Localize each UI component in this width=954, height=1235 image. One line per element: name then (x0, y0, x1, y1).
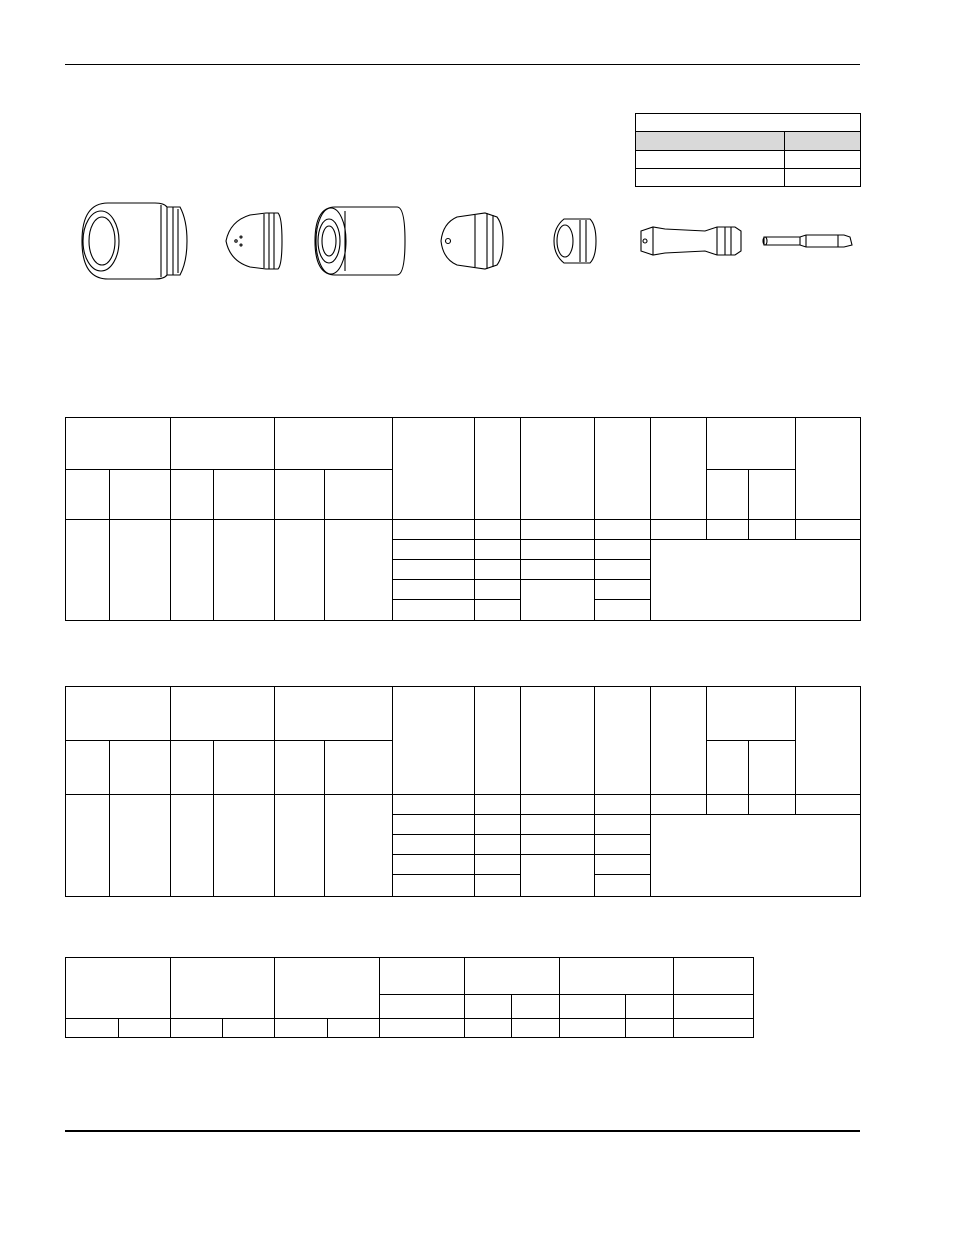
table-cell (275, 1019, 328, 1038)
table-cell (214, 795, 275, 897)
table-cell (110, 795, 171, 897)
parts-box-header-right (785, 132, 861, 151)
table-cell (475, 600, 521, 621)
table-cell (393, 815, 475, 835)
cut-chart-table-c (65, 957, 754, 1038)
table-cell (595, 600, 651, 621)
table-cell (66, 795, 110, 897)
water-tube-icon (763, 235, 852, 247)
table-cell (275, 795, 325, 897)
header-cell (674, 958, 754, 995)
subheader-cell (214, 470, 275, 520)
table-cell (521, 835, 595, 855)
table-cell (595, 580, 651, 600)
table-cell (393, 580, 475, 600)
footer-rule (65, 1130, 860, 1132)
table-cell (119, 1019, 171, 1038)
cut-chart-table-a (65, 417, 861, 621)
table-cell (674, 1019, 754, 1038)
header-cell (380, 958, 465, 995)
table-cell (595, 835, 651, 855)
subheader-cell (66, 741, 110, 795)
table-cell (595, 540, 651, 560)
table-cell (393, 520, 475, 540)
table-cell (521, 855, 595, 897)
table-cell (475, 855, 521, 875)
subheader-cell (171, 470, 214, 520)
header-cell (275, 687, 393, 741)
subheader-cell (707, 470, 749, 520)
header-cell (275, 418, 393, 470)
parts-box-cell (636, 151, 785, 169)
table-cell (275, 520, 325, 621)
table-cell (595, 795, 651, 815)
header-cell (275, 958, 380, 1019)
header-cell (595, 418, 651, 520)
parts-box-title (636, 114, 861, 132)
subheader-cell (110, 741, 171, 795)
table-cell (475, 815, 521, 835)
nozzle-cap-icon (441, 213, 503, 269)
header-cell (465, 958, 560, 995)
table-cell (512, 1019, 560, 1038)
header-cell (796, 687, 861, 795)
table-cell (465, 1019, 512, 1038)
table-cell (66, 1019, 119, 1038)
header-cell (560, 958, 674, 995)
parts-box-cell (785, 151, 861, 169)
subheader-cell (171, 741, 214, 795)
subheader-cell (380, 995, 465, 1019)
header-cell (393, 687, 475, 795)
table-cell (393, 540, 475, 560)
table-cell (393, 600, 475, 621)
table-cell (475, 580, 521, 600)
table-cell (325, 520, 393, 621)
table-cell (475, 520, 521, 540)
table-cell (475, 835, 521, 855)
table-cell (651, 815, 861, 897)
table-cell (393, 875, 475, 897)
table-cell (475, 795, 521, 815)
header-cell (796, 418, 861, 520)
subheader-cell (275, 741, 325, 795)
table-cell (749, 795, 796, 815)
table-cell (328, 1019, 380, 1038)
table-cell (521, 580, 595, 621)
header-cell (521, 418, 595, 520)
subheader-cell (110, 470, 171, 520)
table-cell (595, 560, 651, 580)
header-cell (171, 687, 275, 741)
subheader-cell (66, 470, 110, 520)
electrode-icon (641, 227, 741, 255)
table-cell (171, 795, 214, 897)
table-cell (171, 1019, 223, 1038)
table-cell (560, 1019, 626, 1038)
cut-chart-table-b (65, 686, 861, 897)
retaining-cap-icon (315, 207, 405, 275)
table-cell (380, 1019, 465, 1038)
table-cell (393, 560, 475, 580)
table-cell (66, 520, 110, 621)
table-cell (796, 520, 861, 540)
header-cell (651, 687, 707, 795)
header-cell (66, 958, 171, 1019)
table-cell (595, 520, 651, 540)
header-cell (707, 418, 796, 470)
table-cell (796, 795, 861, 815)
table-cell (171, 520, 214, 621)
table-cell (325, 795, 393, 897)
table-cell (521, 560, 595, 580)
table-cell (393, 795, 475, 815)
parts-box-header-left (636, 132, 785, 151)
table-cell (707, 520, 749, 540)
header-cell (651, 418, 707, 520)
parts-box-cell (636, 169, 785, 187)
subheader-cell (707, 741, 749, 795)
subheader-cell (275, 470, 325, 520)
shield-icon (82, 203, 187, 279)
header-cell (521, 687, 595, 795)
table-cell (651, 540, 861, 621)
table-cell (475, 560, 521, 580)
subheader-cell (512, 995, 560, 1019)
subheader-cell (749, 470, 796, 520)
subheader-cell (214, 741, 275, 795)
swirl-ring-icon (554, 219, 596, 263)
table-cell (521, 540, 595, 560)
table-cell (749, 520, 796, 540)
subheader-cell (674, 995, 754, 1019)
header-cell (707, 687, 796, 741)
table-cell (595, 875, 651, 897)
header-cell (171, 418, 275, 470)
table-cell (521, 795, 595, 815)
table-cell (393, 835, 475, 855)
table-cell (651, 795, 707, 815)
table-cell (521, 815, 595, 835)
table-cell (223, 1019, 275, 1038)
header-cell (595, 687, 651, 795)
header-cell (66, 418, 171, 470)
parts-box (635, 113, 861, 187)
table-cell (595, 855, 651, 875)
table-cell (475, 540, 521, 560)
parts-box-cell (785, 169, 861, 187)
table-cell (626, 1019, 674, 1038)
subheader-cell (325, 741, 393, 795)
subheader-cell (560, 995, 626, 1019)
table-cell (651, 520, 707, 540)
table-cell (595, 815, 651, 835)
table-cell (707, 795, 749, 815)
subheader-cell (749, 741, 796, 795)
table-cell (393, 855, 475, 875)
subheader-cell (465, 995, 512, 1019)
header-cell (475, 687, 521, 795)
header-cell (171, 958, 275, 1019)
consumables-illustration (60, 195, 860, 290)
table-cell (475, 875, 521, 897)
header-cell (393, 418, 475, 520)
table-cell (214, 520, 275, 621)
subheader-cell (626, 995, 674, 1019)
table-cell (521, 520, 595, 540)
header-cell (475, 418, 521, 520)
nozzle-icon (226, 213, 282, 269)
subheader-cell (325, 470, 393, 520)
header-cell (66, 687, 171, 741)
table-cell (110, 520, 171, 621)
header-rule (65, 64, 860, 65)
